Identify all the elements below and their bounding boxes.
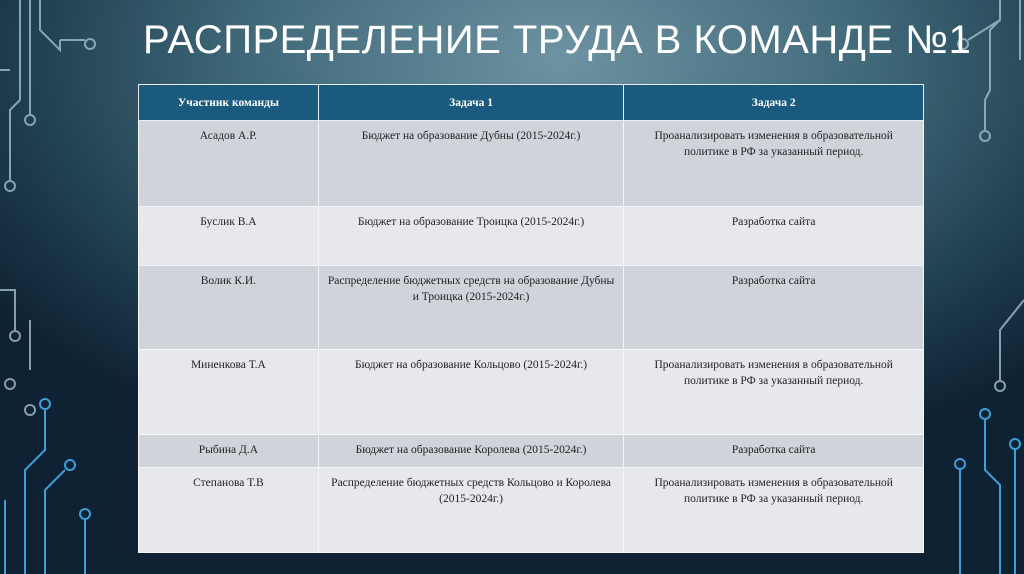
table-row xyxy=(139,435,924,468)
task-2-cell: Проанализировать изменения в образовательной политике в РФ за указанный период. xyxy=(624,468,924,553)
member-cell: Асадов А.Р. xyxy=(139,121,319,207)
member-cell: Степанова Т.В xyxy=(139,468,319,553)
table-row xyxy=(139,266,924,350)
table-header-row xyxy=(139,85,924,121)
member-cell: Рыбина Д.А xyxy=(139,435,319,468)
task-1-cell: Бюджет на образование Кольцово (2015-2024г.) xyxy=(318,350,624,435)
header-member: Участник команды xyxy=(139,85,319,121)
task-2-cell: Разработка сайта xyxy=(624,435,924,468)
task-1-cell: Распределение бюджетных средств Кольцово и Королева (2015-2024г.) xyxy=(318,468,624,553)
member-cell: Волик К.И. xyxy=(139,266,319,350)
table-row xyxy=(139,350,924,435)
task-2-cell: Проанализировать изменения в образовательной политике в РФ за указанный период. xyxy=(624,121,924,207)
member-cell: Буслик В.А xyxy=(139,207,319,266)
task-1-cell: Бюджет на образование Троицка (2015-2024г.) xyxy=(318,207,624,266)
table-row xyxy=(139,121,924,207)
table-row xyxy=(139,468,924,553)
header-task-1: Задача 1 xyxy=(318,85,624,121)
task-1-cell: Бюджет на образование Дубны (2015-2024г.) xyxy=(318,121,624,207)
slide-title: РАСПРЕДЕЛЕНИЕ ТРУДА В КОМАНДЕ №1 xyxy=(143,18,972,62)
member-cell: Миненкова Т.А xyxy=(139,350,319,435)
task-2-cell: Проанализировать изменения в образовательной политике в РФ за указанный период. xyxy=(624,350,924,435)
task-1-cell: Распределение бюджетных средств на образование Дубны и Троицка (2015-2024г.) xyxy=(318,266,624,350)
task-distribution-table xyxy=(138,84,924,553)
task-1-cell: Бюджет на образование Королева (2015-2024г.) xyxy=(318,435,624,468)
table-row xyxy=(139,207,924,266)
header-task-2: Задача 2 xyxy=(624,85,924,121)
task-2-cell: Разработка сайта xyxy=(624,266,924,350)
task-2-cell: Разработка сайта xyxy=(624,207,924,266)
